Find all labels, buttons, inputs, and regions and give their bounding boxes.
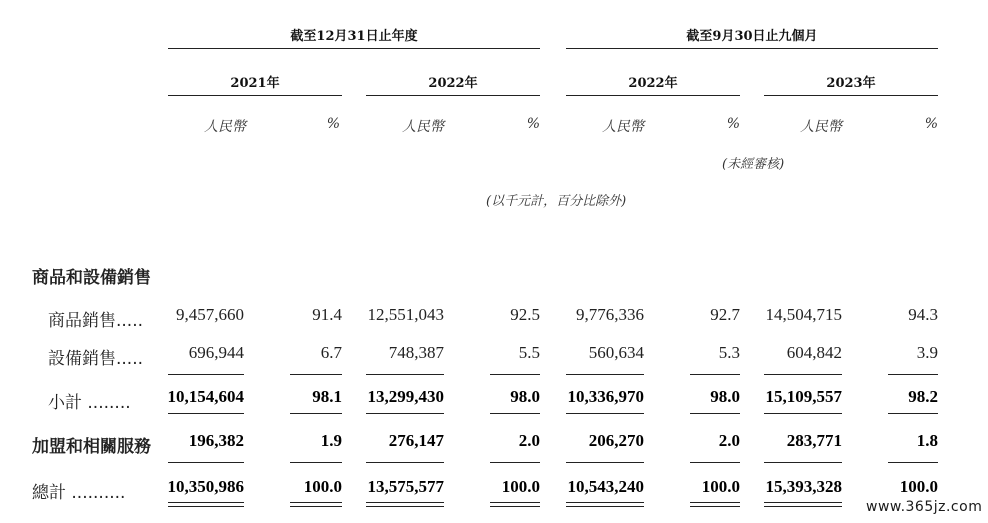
- currency-header: 人民幣: [402, 119, 444, 135]
- row-label-franchise-services: 加盟和相關服務: [32, 437, 151, 457]
- table-cell: 100.0: [701, 477, 740, 496]
- table-cell: 100.0: [303, 477, 342, 496]
- year-header-2023-underline: [764, 95, 938, 96]
- total-double-rule: [290, 502, 342, 503]
- table-cell: 94.3: [908, 305, 938, 324]
- table-cell: 560,634: [588, 343, 644, 362]
- year-header-2022-9m: 2022年: [628, 76, 678, 91]
- table-cell: 3.9: [916, 343, 938, 362]
- year-header-2021: 2021年: [230, 76, 280, 91]
- subtotal-top-rule: [764, 374, 842, 375]
- header-group-nine-months: 截至9月30日止九個月: [686, 29, 818, 44]
- header-group-fiscal-year: 截至12月31日止年度: [290, 29, 418, 44]
- table-cell: 9,776,336: [576, 305, 644, 324]
- header-group-fiscal-year-underline: [168, 48, 540, 49]
- subtotal-bottom-rule: [566, 413, 644, 414]
- total-double-rule: [168, 502, 244, 503]
- table-cell: 6.7: [320, 343, 342, 362]
- total-double-rule: [566, 502, 644, 503]
- total-double-rule: [690, 506, 740, 507]
- total-double-rule: [490, 502, 540, 503]
- subtotal-bottom-rule: [366, 413, 444, 414]
- subtotal-top-rule: [888, 374, 938, 375]
- subtotal-bottom-rule: [888, 413, 938, 414]
- table-cell: 92.5: [510, 305, 540, 324]
- table-cell: 10,350,986: [167, 477, 244, 496]
- table-cell: 1.9: [320, 431, 342, 450]
- percent-header: %: [526, 116, 540, 132]
- subtotal-bottom-rule: [490, 413, 540, 414]
- year-header-2021-underline: [168, 95, 342, 96]
- header-group-nine-months-underline: [566, 48, 938, 49]
- total-double-rule: [490, 506, 540, 507]
- table-cell: 696,944: [188, 343, 244, 362]
- row-label-subtotal: 小計 ........: [48, 393, 131, 413]
- subtotal-bottom-rule: [290, 413, 342, 414]
- table-cell: 1.8: [916, 431, 938, 450]
- table-cell: 9,457,660: [176, 305, 244, 324]
- year-header-2022-9m-underline: [566, 95, 740, 96]
- subtotal-bottom-rule: [690, 413, 740, 414]
- table-cell: 2.0: [518, 431, 540, 450]
- total-top-rule: [366, 462, 444, 463]
- table-cell: 13,575,577: [367, 477, 444, 496]
- table-cell: 196,382: [188, 431, 244, 450]
- section-label: 商品和設備銷售: [32, 268, 151, 288]
- year-header-2023: 2023年: [826, 76, 876, 91]
- table-cell: 13,299,430: [367, 387, 444, 406]
- table-cell: 5.3: [718, 343, 740, 362]
- table-cell: 15,393,328: [765, 477, 842, 496]
- row-label-goods-sales: 商品銷售.....: [48, 311, 144, 331]
- table-cell: 2.0: [718, 431, 740, 450]
- unit-note: (以千元計，百分比除外): [486, 194, 627, 209]
- watermark-text: www.365jz.com: [866, 499, 983, 515]
- total-double-rule: [690, 502, 740, 503]
- table-cell: 91.4: [312, 305, 342, 324]
- table-cell: 10,154,604: [167, 387, 244, 406]
- year-header-2022-fy: 2022年: [428, 76, 478, 91]
- subtotal-bottom-rule: [168, 413, 244, 414]
- total-top-rule: [566, 462, 644, 463]
- total-double-rule: [764, 502, 842, 503]
- table-cell: 748,387: [388, 343, 444, 362]
- percent-header: %: [326, 116, 340, 132]
- table-cell: 98.2: [908, 387, 938, 406]
- total-top-rule: [764, 462, 842, 463]
- total-top-rule: [888, 462, 938, 463]
- table-cell: 10,543,240: [567, 477, 644, 496]
- table-cell: 100.0: [899, 477, 938, 496]
- row-label-equipment-sales: 設備銷售.....: [48, 349, 144, 369]
- subtotal-bottom-rule: [764, 413, 842, 414]
- table-cell: 5.5: [518, 343, 540, 362]
- row-label-total: 總計 ..........: [32, 483, 126, 503]
- table-cell: 98.1: [312, 387, 342, 406]
- table-cell: 604,842: [786, 343, 842, 362]
- subtotal-top-rule: [366, 374, 444, 375]
- currency-header: 人民幣: [602, 119, 644, 135]
- total-top-rule: [168, 462, 244, 463]
- currency-header: 人民幣: [204, 119, 246, 135]
- total-double-rule: [168, 506, 244, 507]
- total-double-rule: [290, 506, 342, 507]
- table-cell: 100.0: [501, 477, 540, 496]
- total-top-rule: [490, 462, 540, 463]
- subtotal-top-rule: [690, 374, 740, 375]
- table-cell: 14,504,715: [765, 305, 842, 324]
- total-double-rule: [566, 506, 644, 507]
- total-top-rule: [690, 462, 740, 463]
- total-top-rule: [290, 462, 342, 463]
- currency-header: 人民幣: [800, 119, 842, 135]
- year-header-2022-fy-underline: [366, 95, 540, 96]
- table-cell: 276,147: [388, 431, 444, 450]
- table-cell: 92.7: [710, 305, 740, 324]
- table-cell: 206,270: [588, 431, 644, 450]
- table-cell: 283,771: [786, 431, 842, 450]
- table-cell: 98.0: [710, 387, 740, 406]
- total-double-rule: [366, 502, 444, 503]
- table-cell: 15,109,557: [765, 387, 842, 406]
- table-cell: 12,551,043: [367, 305, 444, 324]
- percent-header: %: [726, 116, 740, 132]
- total-double-rule: [366, 506, 444, 507]
- subtotal-top-rule: [168, 374, 244, 375]
- table-cell: 98.0: [510, 387, 540, 406]
- subtotal-top-rule: [290, 374, 342, 375]
- total-double-rule: [764, 506, 842, 507]
- table-cell: 10,336,970: [567, 387, 644, 406]
- subtotal-top-rule: [490, 374, 540, 375]
- unaudited-note: (未經審核): [722, 157, 785, 172]
- percent-header: %: [924, 116, 938, 132]
- subtotal-top-rule: [566, 374, 644, 375]
